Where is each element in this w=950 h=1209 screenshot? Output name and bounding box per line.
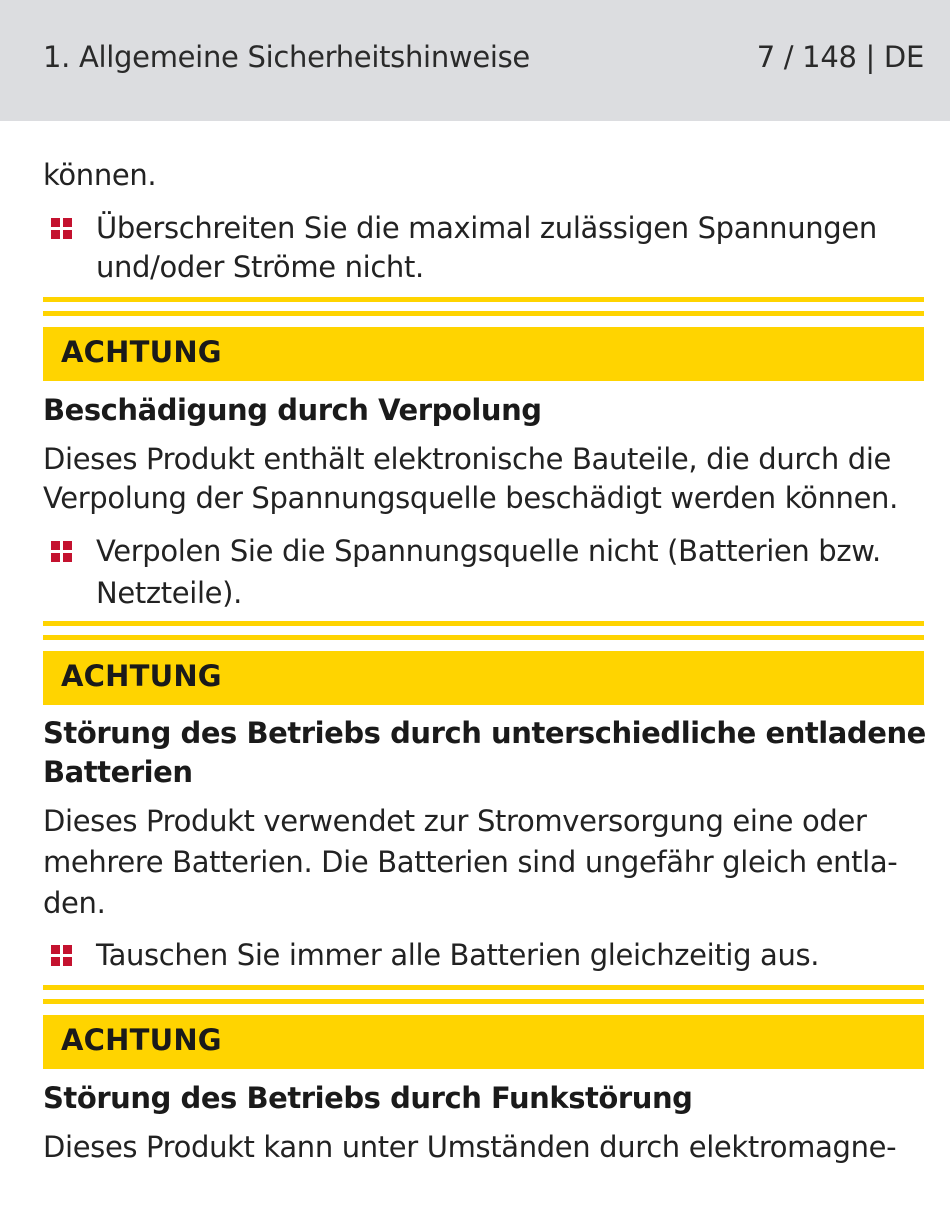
warning-banner [43,327,924,381]
warning-label: ACHTUNG [61,1023,222,1057]
bullet-line: Netzteile). [96,576,242,610]
red-four-square-bullet-icon [51,218,72,239]
paragraph-line: mehrere Batterien. Die Batterien sind ungefähr gleich entla- [43,845,898,879]
warning-rule [43,635,924,640]
warning-heading: Beschädigung durch Verpolung [43,393,542,427]
warning-rule [43,297,924,302]
warning-rule [43,999,924,1004]
bullet-line: Überschreiten Sie die maximal zulässigen Spannungen [96,211,877,245]
warning-rule [43,311,924,316]
bullet-line: Tauschen Sie immer alle Batterien gleichzeitig aus. [96,938,820,972]
red-four-square-bullet-icon [51,945,72,966]
paragraph-line: Dieses Produkt verwendet zur Stromversorgung eine oder [43,804,867,838]
warning-rule [43,985,924,990]
paragraph-line: Dieses Produkt kann unter Umständen durch elektromagne- [43,1130,897,1164]
warning-heading: Störung des Betriebs durch unterschiedliche entladene [43,716,926,750]
warning-label: ACHTUNG [61,335,222,369]
warning-banner [43,651,924,705]
paragraph-line: können. [43,158,157,192]
bullet-line: und/oder Ströme nicht. [96,250,424,284]
paragraph-line: den. [43,886,106,920]
warning-heading: Batterien [43,755,193,789]
page-number: 7 / 148 | DE [756,40,924,74]
paragraph-line: Verpolung der Spannungsquelle beschädigt werden können. [43,481,898,515]
bullet-line: Verpolen Sie die Spannungsquelle nicht (Batterien bzw. [96,534,881,568]
red-four-square-bullet-icon [51,541,72,562]
chapter-title: 1. Allgemeine Sicherheitshinweise [43,40,530,74]
warning-label: ACHTUNG [61,659,222,693]
warning-banner [43,1015,924,1069]
warning-heading: Störung des Betriebs durch Funkstörung [43,1081,693,1115]
paragraph-line: Dieses Produkt enthält elektronische Bauteile, die durch die [43,442,892,476]
page-header [0,0,950,121]
warning-rule [43,621,924,626]
